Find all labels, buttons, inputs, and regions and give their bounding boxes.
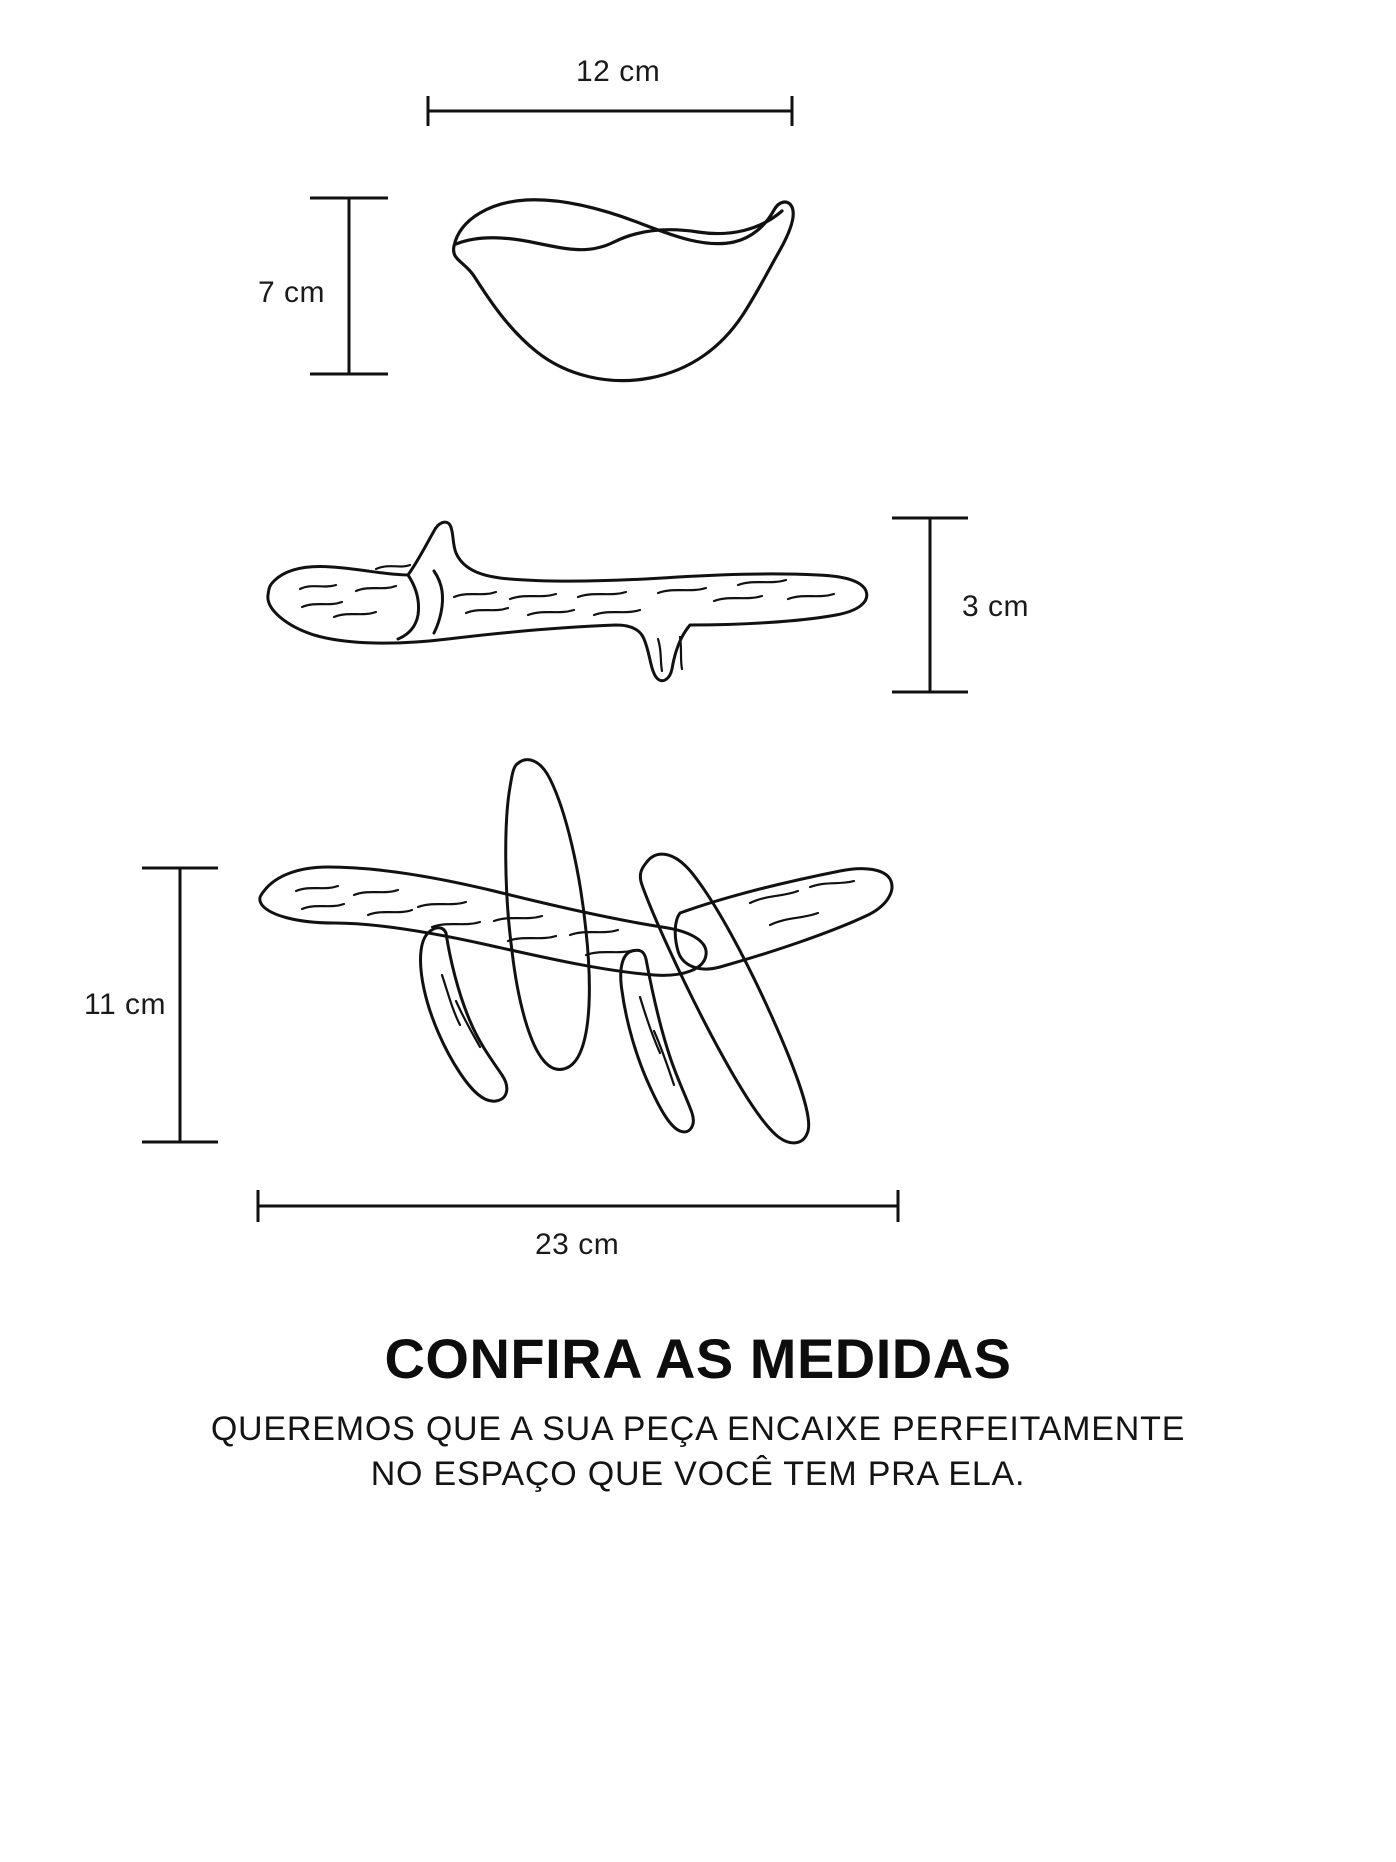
bowl-width-label: 12 cm	[576, 55, 661, 88]
caption-block	[0, 1327, 1396, 1497]
figure-arrangement	[250, 745, 920, 1155]
caption-subtitle-line-2: NO ESPAÇO QUE VOCÊ TEM PRA ELA.	[370, 1454, 1026, 1493]
branch-height-label: 3 cm	[962, 590, 1030, 623]
dimension-line-arrangement-width	[248, 1182, 908, 1232]
dimension-line-bowl-width	[420, 88, 800, 132]
arrangement-height-label: 11 cm	[84, 988, 166, 1021]
caption-subtitle	[0, 1407, 1396, 1497]
bowl-height-label: 7 cm	[258, 276, 326, 309]
caption-subtitle-line-1: QUEREMOS QUE A SUA PEÇA ENCAIXE PERFEITAMENTE	[210, 1409, 1186, 1448]
figure-bowl	[430, 180, 810, 395]
figure-branch	[258, 505, 898, 700]
caption-title: CONFIRA AS MEDIDAS	[384, 1327, 1012, 1390]
arrangement-width-label: 23 cm	[535, 1228, 620, 1261]
